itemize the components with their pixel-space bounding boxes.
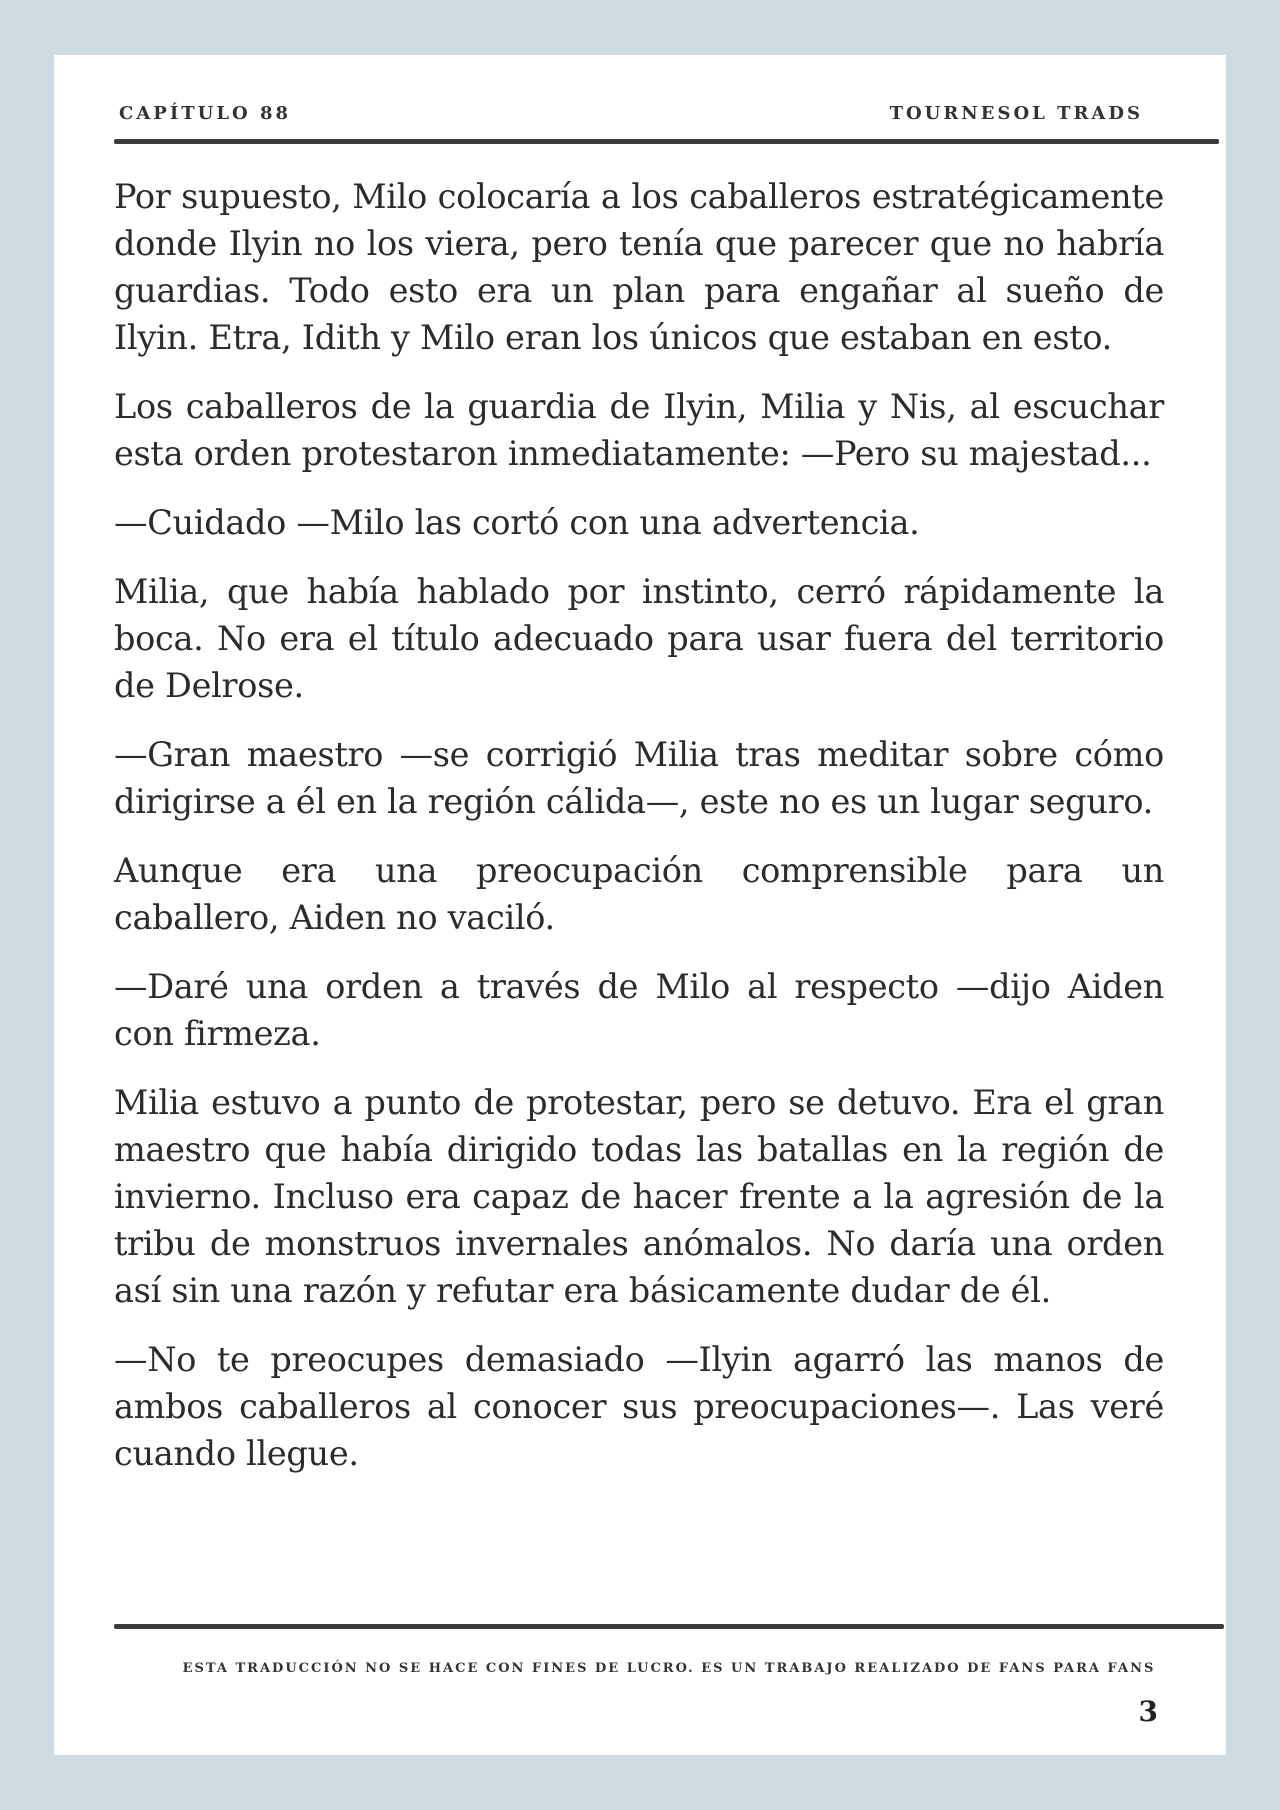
paragraph: —Gran maestro —se corrigió Milia tras meditar sobre cómo dirigirse a él en la región cálida—, este no es un lugar seguro. xyxy=(114,735,1164,821)
paragraph: Milia, que había hablado por instinto, cerró rápidamente la boca. No era el título adecuado para usar fuera del territorio de Delrose. xyxy=(114,572,1164,705)
paragraph: Aunque era una preocupación comprensible para un caballero, Aiden no vaciló. xyxy=(114,851,1164,937)
chapter-body xyxy=(114,173,1164,1499)
chapter-heading: CAPÍTULO 88 xyxy=(119,103,291,124)
paragraph: —Daré una orden a través de Milo al respecto —dijo Aiden con firmeza. xyxy=(114,967,1164,1053)
paragraph: Los caballeros de la guardia de Ilyin, Milia y Nis, al escuchar esta orden protestaron inmediatamente: —Pero su majestad... xyxy=(114,387,1164,473)
paragraph: —No te preocupes demasiado —Ilyin agarró las manos de ambos caballeros al conocer sus preocupaciones—. Las veré cuando llegue. xyxy=(114,1340,1164,1473)
paragraph: —Cuidado —Milo las cortó con una advertencia. xyxy=(114,503,920,542)
paragraph: Milia estuvo a punto de protestar, pero se detuvo. Era el gran maestro que había dirigido todas las batallas en la región de invierno. Incluso era capaz de hacer frente a la agresión de la tribu de monstruos invernales anómalos. No daría una orden así sin una razón y refutar era básicamente dudar de él. xyxy=(114,1083,1164,1310)
disclaimer-note: ESTA TRADUCCIÓN NO SE HACE CON FINES DE LUCRO. ES UN TRABAJO REALIZADO DE FANS PARA FANS xyxy=(182,1661,1156,1676)
footer-divider xyxy=(114,1624,1224,1629)
paragraph: Por supuesto, Milo colocaría a los caballeros estratégicamente donde Ilyin no los viera, pero tenía que parecer que no habría guardias. Todo esto era un plan para engañar al sueño de Ilyin. Etra, Idith y Milo eran los únicos que estaban en esto. xyxy=(114,177,1164,357)
document-page xyxy=(54,55,1226,1755)
translation-group-name: TOURNESOL TRADS xyxy=(889,103,1143,124)
header-divider xyxy=(114,139,1219,144)
page-number: 3 xyxy=(1138,1695,1158,1728)
